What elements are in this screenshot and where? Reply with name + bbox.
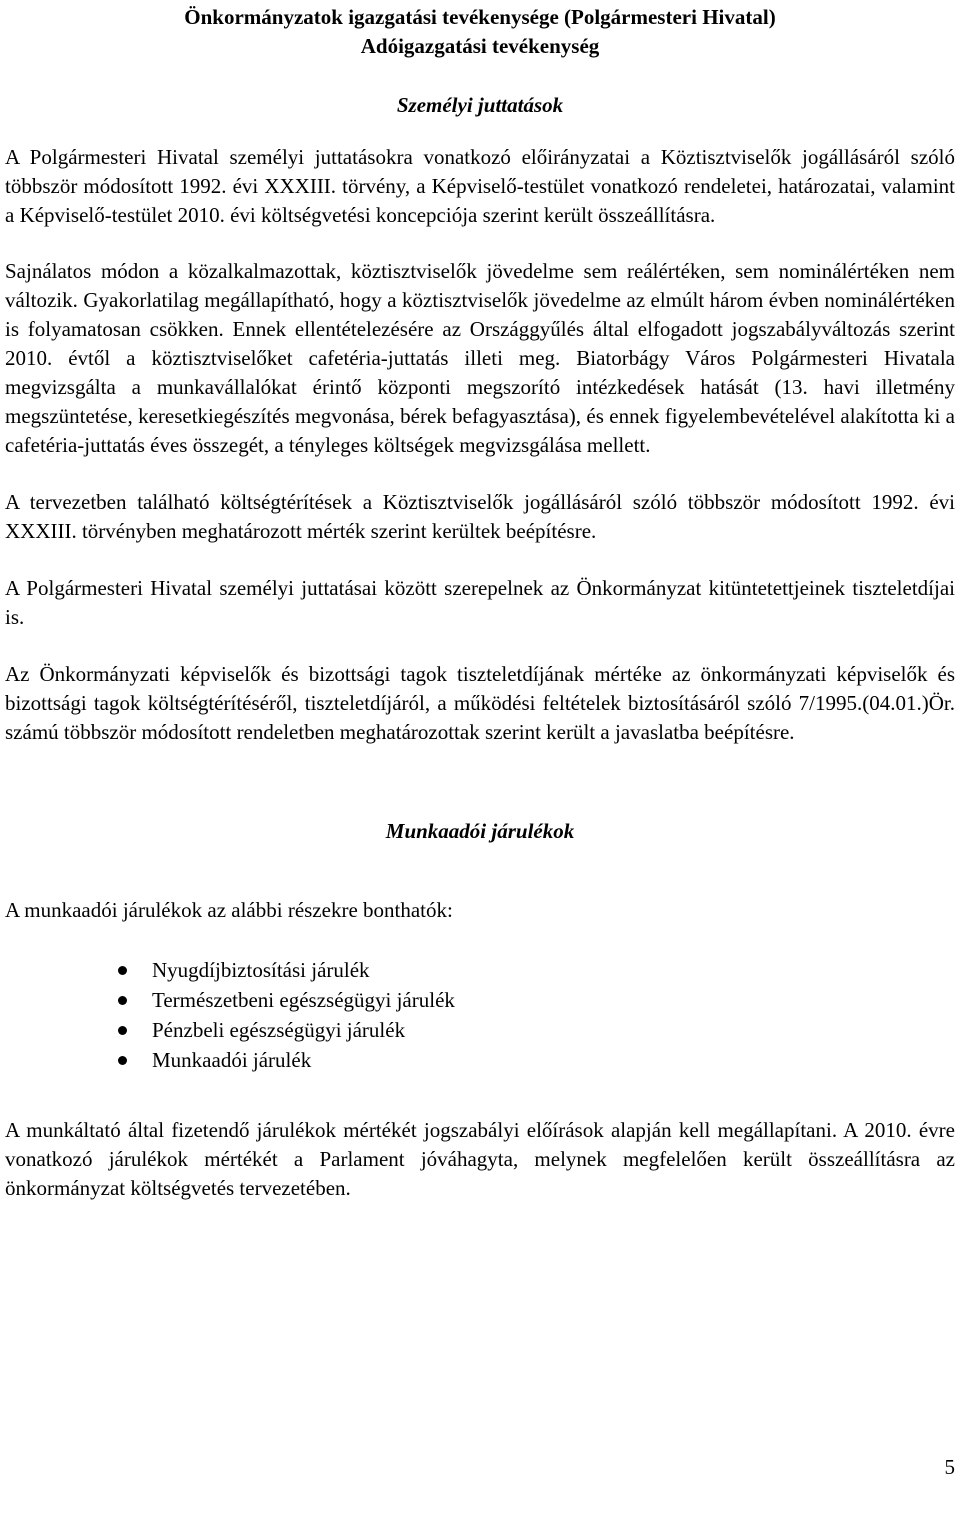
document-title-line-2: Adóigazgatási tevékenység [360, 34, 600, 58]
paragraph-contributions-intro: A munkaadói járulékok az alábbi részekre bonthatók: [5, 898, 453, 922]
list-item [5, 985, 955, 1015]
bullet-icon [118, 1026, 127, 1035]
paragraph-representatives: Az Önkormányzati képviselők és bizottsági tagok tiszteletdíjának mértéke az önkormányzati képviselők és bizottsági tagok költségtérítéséről, tiszteletdíjáról, a működési feltételek biztosításáról szóló 7/1995.(04.01.)Ör. számú többször módosított rendeletben meghatározottak szerint került a javaslatba beépítésre. [5, 662, 955, 744]
contribution-list [5, 955, 955, 1075]
paragraph-honoraria: A Polgármesteri Hivatal személyi juttatásai között szerepelnek az Önkormányzat kitüntetettjeinek tiszteletdíjai is. [5, 576, 955, 629]
bullet-icon [118, 1056, 127, 1065]
bullet-icon [118, 996, 127, 1005]
list-item-label: Munkaadói járulék [152, 1048, 312, 1072]
list-item-label: Természetbeni egészségügyi járulék [152, 988, 455, 1012]
paragraph-cost-reimbursement: A tervezetben található költségtérítések a Köztisztviselők jogállásáról szóló többször módosított 1992. évi XXXIII. törvényben meghatározott mérték szerint kerültek beépítésre. [5, 490, 955, 543]
list-item-label: Nyugdíjbiztosítási járulék [152, 958, 370, 982]
bullet-icon [118, 966, 127, 975]
document-title-line-1: Önkormányzatok igazgatási tevékenysége (Polgármesteri Hivatal) [184, 5, 776, 29]
section-heading-personal: Személyi juttatások [396, 93, 564, 117]
section-heading-employer: Munkaadói járulékok [385, 819, 575, 843]
list-item [5, 1045, 955, 1075]
page-number: 5 [944, 1455, 955, 1479]
list-item [5, 1015, 955, 1045]
paragraph-income-cafeteria: Sajnálatos módon a közalkalmazottak, köztisztviselők jövedelme sem reálértéken, sem nominálértéken nem változik. Gyakorlatilag megállapítható, hogy a köztisztviselők jövedelme az elmúlt három évben nominálértéken is folyamatosan csökken. Ennek ellentételezésére az Országgyűlés által elfogadott jogszabályváltozás szerint 2010. évtől a köztisztviselőket cafetéria-juttatás illeti meg. Biatorbágy Város Polgármesteri Hivatala megvizsgálta a munkavállalókat érintő központi megszorító intézkedések hatását (13. havi illetmény megszüntetése, keresetkiegészítés megvonása, bérek befagyasztása), és ennek figyelembevételével alakította ki a cafetéria-juttatás éves összegét, a tényleges költségek megvizsgálása mellett. [5, 259, 955, 457]
paragraph-appropriations: A Polgármesteri Hivatal személyi juttatásokra vonatkozó előirányzatai a Köztisztviselők jogállásáról szóló többször módosított 1992. évi XXXIII. törvény, a Képviselő-testület vonatkozó rendeletei, határozatai, valamint a Képviselő-testület 2010. évi költségvetési koncepciója szerint került összeállításra. [5, 145, 955, 227]
list-item-label: Pénzbeli egészségügyi járulék [152, 1018, 406, 1042]
paragraph-contributions-closing: A munkáltató által fizetendő járulékok mértékét jogszabályi előírások alapján kell megállapítani. A 2010. évre vonatkozó járulékok mértékét a Parlament jóváhagyta, melynek megfelelően került összeállításra az önkormányzat költségvetés tervezetében. [5, 1118, 955, 1200]
list-item [5, 955, 955, 985]
